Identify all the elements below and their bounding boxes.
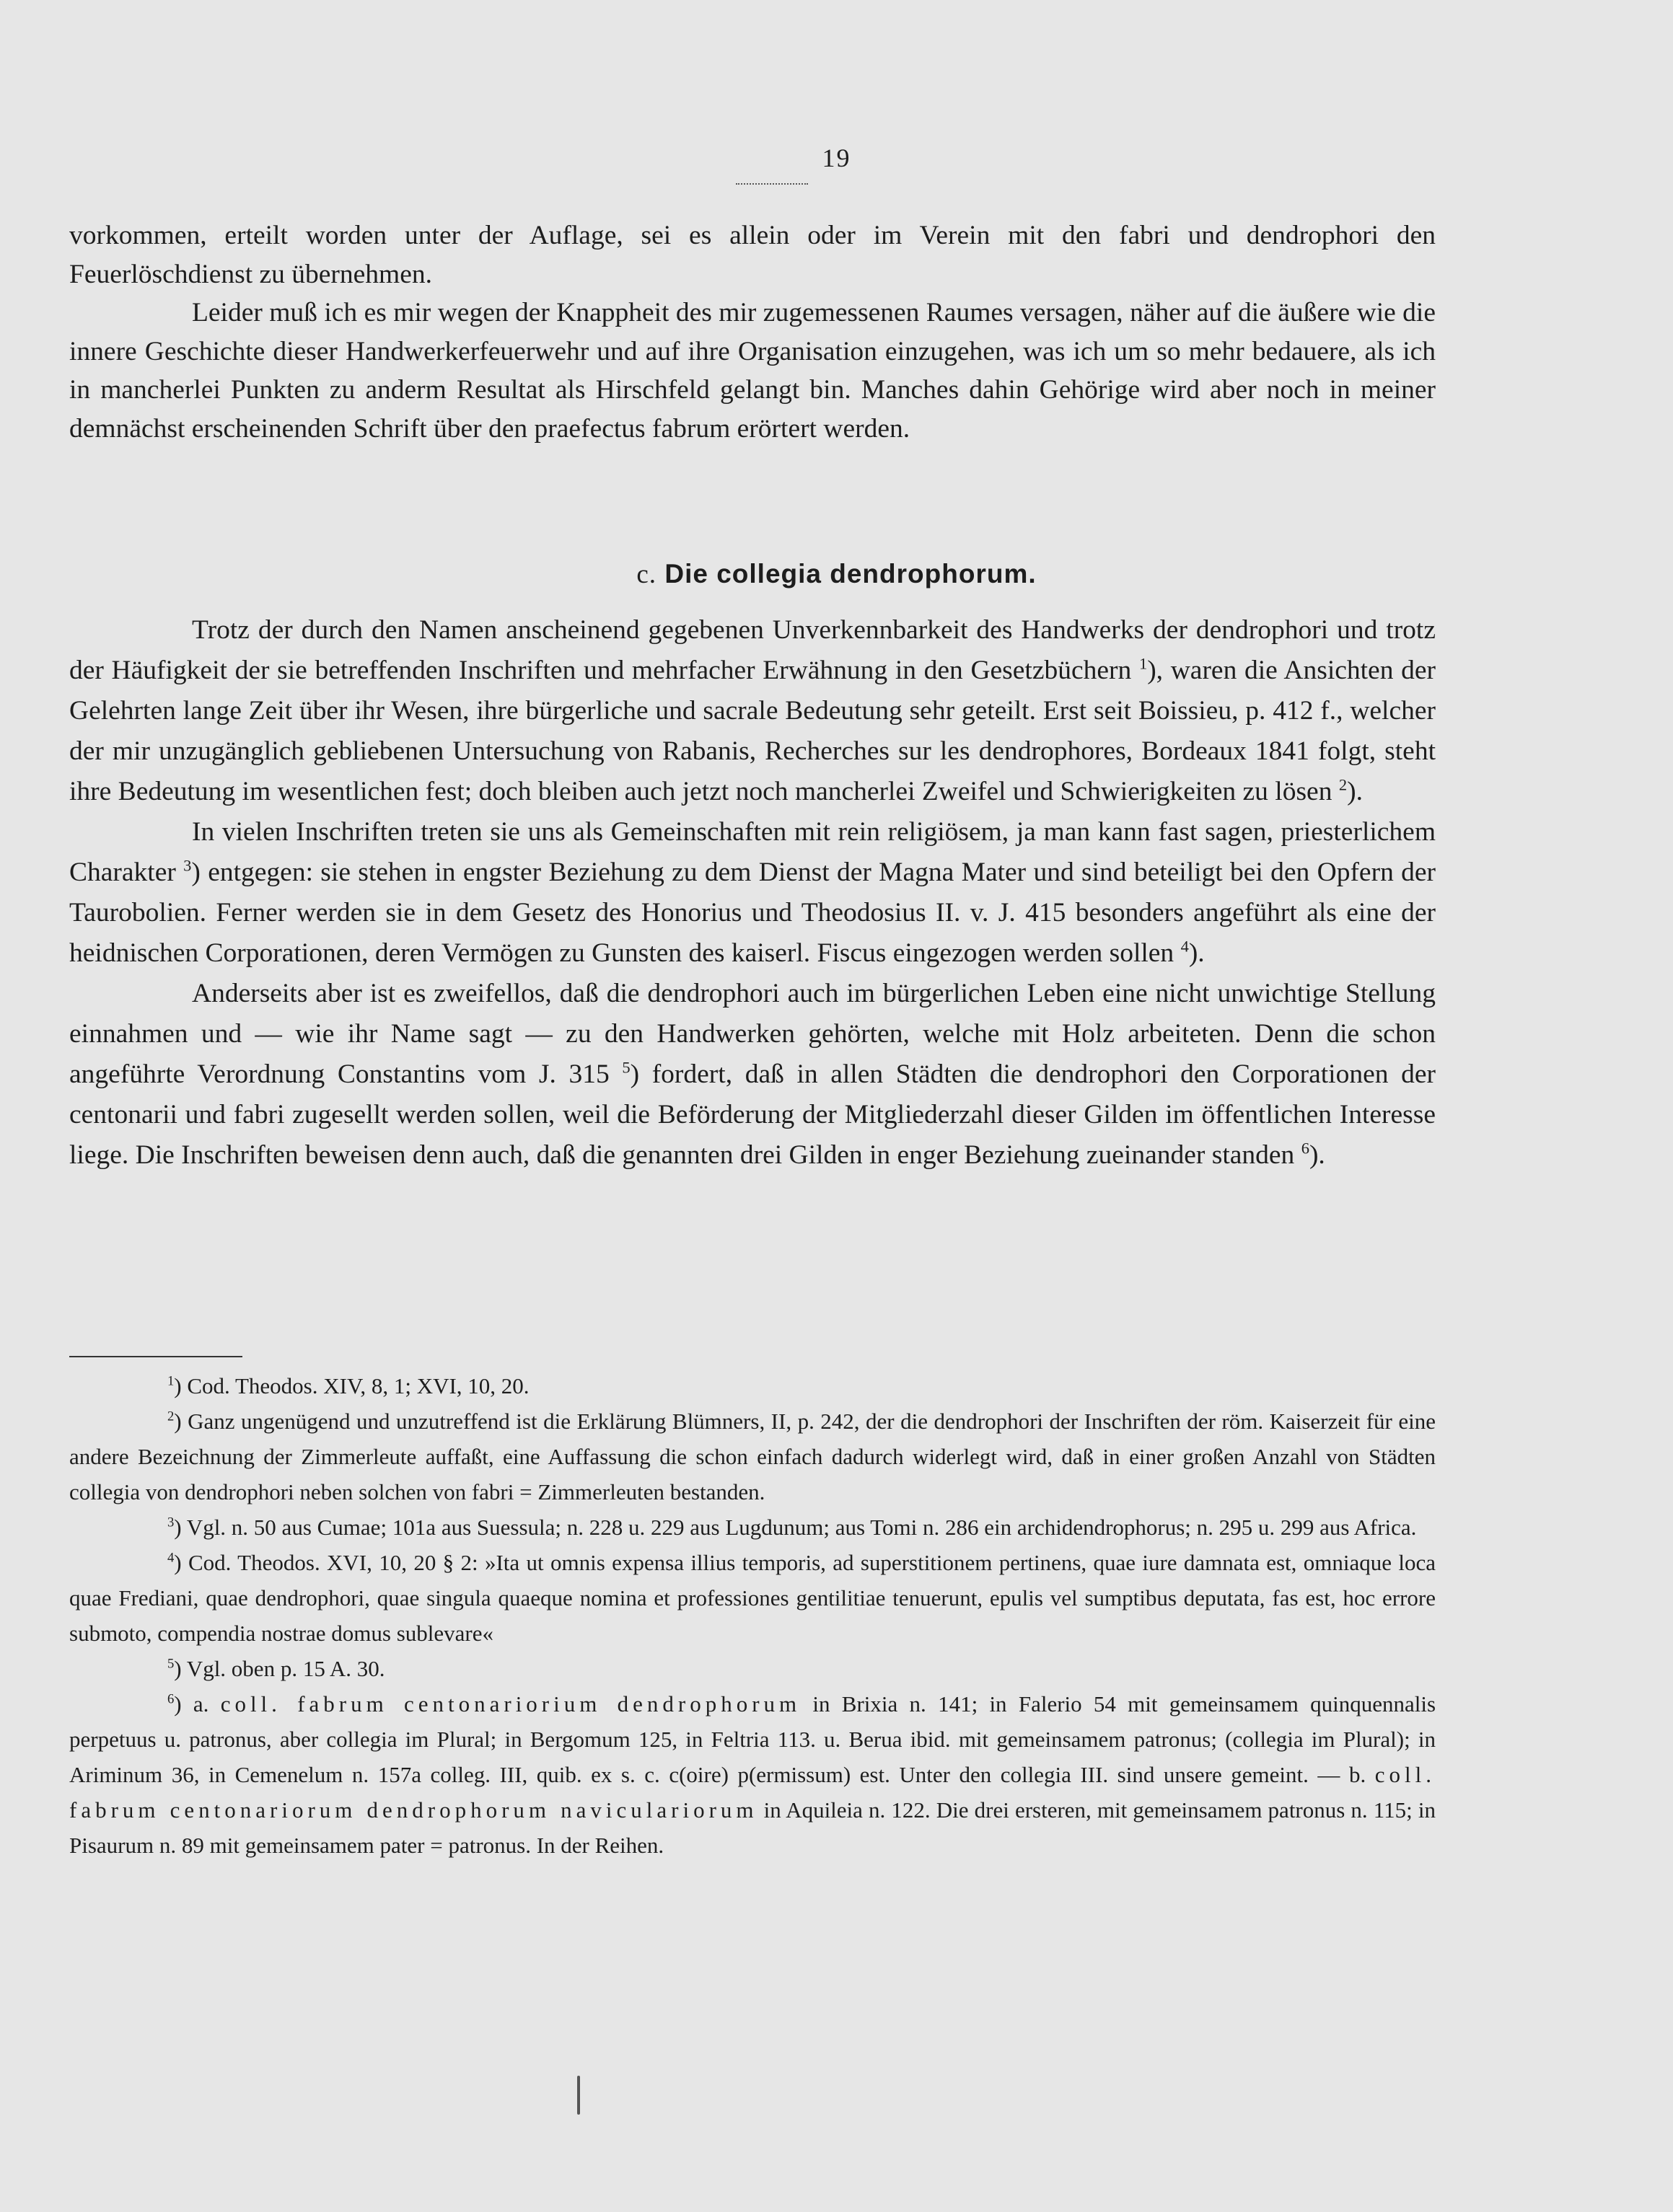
footnote-ref: 4 xyxy=(1180,937,1189,956)
section-title: Die collegia dendrophorum. xyxy=(664,559,1037,589)
footnote-5: $^5$) Vgl. oben p. 15 A. 30. xyxy=(167,1656,385,1681)
footnote-ref: 2 xyxy=(1338,775,1348,794)
section-heading xyxy=(0,559,1673,590)
body-paragraph-2: In vielen Inschriften treten sie uns als Gemeinschaften mit rein religiösem, ja man kann fast sagen, priesterlichem Charakter $^3$) entgegen: sie stehen in engster Beziehung zu dem Dienst der Magna Mater und sind beteiligt bei den Opfern der Taurobolien. Ferner werden sie in dem Gesetz des Honorius und Theodosius II. v. J. 415 besonders angeführt als eine der heidnischen Corporationen, deren Vermögen zu Gunsten des kaiserl. Fiscus eingezogen werden sollen $^4$). xyxy=(69,817,1436,968)
body-paragraph-3: Anderseits aber ist es zweifellos, daß die dendrophori auch im bürgerlichen Leben eine nicht unwichtige Stellung einnahmen und — wie ihr Name sagt — zu den Handwerken gehörten, welche mit Holz arbeiteten. Denn die schon angeführte Verordnung Constantins vom J. 315 $^5$) fordert, daß in allen Städten die dendrophori den Corporationen der centonarii und fabri zugesellt werden sollen, weil die Beförderung der Mitgliederzahl dieser Gilden im öffentlichen Interesse liege. Die Inschriften beweisen denn auch, daß die genannten drei Gilden in enger Beziehung zueinander standen $^6$). xyxy=(69,979,1436,1170)
intro-paragraph-2: Leider muß ich es mir wegen der Knappheit des mir zugemessenen Raumes versagen, näher auf die äußere wie die innere Geschichte dieser Handwerkerfeuerwehr und auf ihre Organisation einzugehen, was ich um so mehr bedauere, als ich in mancherlei Punkten zu anderm Resultat als Hirschfeld gelangt bin. Manches dahin Gehörige wird aber noch in meiner demnächst erscheinenden Schrift über den praefectus fabrum erörtert werden. xyxy=(69,298,1436,444)
page-number-ornament xyxy=(736,180,808,185)
footnote-ref: 3 xyxy=(183,856,192,875)
page-number: 19 xyxy=(822,144,851,172)
footnote-3: $^3$) Vgl. n. 50 aus Cumae; 101a aus Suessula; n. 228 u. 229 aus Lugdunum; aus Tomi n. 286 ein archidendrophorus; n. 295 u. 299 aus Africa. xyxy=(167,1515,1417,1540)
footnote-1: $^1$) Cod. Theodos. XIV, 8, 1; XVI, 10, 20. xyxy=(167,1373,530,1398)
footnote-6: $^6$) a. coll. fabrum centonariorium dendrophorum in Brixia n. 141; in Falerio 54 mit gemeinsamem quinquennalis perpetuus u. patronus, aber collegia im Plural; in Bergomum 125, in Feltria 113. u. Berua ibid. mit gemeinsamem patronus; (collegia im Plural); in Ariminum 36, in Cemenelum n. 157a colleg. III, quib. ex s. c. c(oire) p(ermissum) est. Unter den collegia III. sind unsere gemeint. — b. coll. fabrum centonariorum dendrophorum naviculariorum in Aquileia n. 122. Die drei ersteren, mit gemeinsamem patronus n. 115; in Pisaurum n. 89 mit gemeinsamem pater = patronus. In der Reihen. xyxy=(69,1691,1436,1858)
scan-artifact xyxy=(577,2076,580,2115)
footnote-ref: 6 xyxy=(1301,1139,1309,1158)
footnote-ref: 5 xyxy=(622,1058,631,1077)
body-paragraph-1: Trotz der durch den Namen anscheinend gegebenen Unverkennbarkeit des Handwerks der dendrophori und trotz der Häufigkeit der sie betreffenden Inschriften und mehrfacher Erwähnung in den Gesetzbüchern $^1$), waren die Ansichten der Gelehrten lange Zeit über ihr Wesen, ihre bürgerliche und sacrale Bedeutung sehr geteilt. Erst seit Boissieu, p. 412 f., welcher der mir unzugänglich gebliebenen Untersuchung von Rabanis, Recherches sur les dendrophores, Bordeaux 1841 folgt, steht ihre Bedeutung im wesentlichen fest; doch bleiben auch jetzt noch mancherlei Zweifel und Schwierigkeiten zu lösen $^2$). xyxy=(69,615,1436,806)
footnote-2: $^2$) Ganz ungenügend und unzutreffend ist die Erklärung Blümners, II, p. 242, der die dendrophori der Inschriften der röm. Kaiserzeit für eine andere Bezeichnung der Zimmerleute auffaßt, eine Auffassung die schon einfach dadurch widerlegt wird, daß in einer großen Anzahl von Städten collegia von dendrophori neben solchen von fabri = Zimmerleuten bestanden. xyxy=(69,1409,1436,1504)
footnote-ref: 1 xyxy=(1138,654,1148,673)
footnote-divider xyxy=(69,1356,242,1357)
intro-paragraph-1: vorkommen, erteilt worden unter der Auflage, sei es allein oder im Verein mit den fabri und dendrophori den Feuerlöschdienst zu übernehmen. xyxy=(69,221,1436,289)
spaced-term: coll. fabrum centonariorum dendrophorum naviculariorum xyxy=(69,1762,1436,1823)
section-letter: c. xyxy=(636,560,657,589)
intro-text xyxy=(69,216,1436,448)
spaced-term: coll. fabrum centonariorium dendrophorum xyxy=(220,1691,802,1717)
footnote-4: $^4$) Cod. Theodos. XVI, 10, 20 § 2: »Ita ut omnis expensa illius temporis, ad superstitionem pertinens, quae iure damnata est, omniaque loca quae Frediani, quae dendrophori, quae singula quaeque nomina et professiones gentilitiae tenuerunt, epulis vel sumptibus deputata, fas est, hoc errore submoto, compendia nostrae domus sublevare« xyxy=(69,1550,1436,1646)
footnotes xyxy=(69,1368,1436,1863)
main-text xyxy=(69,610,1436,1176)
